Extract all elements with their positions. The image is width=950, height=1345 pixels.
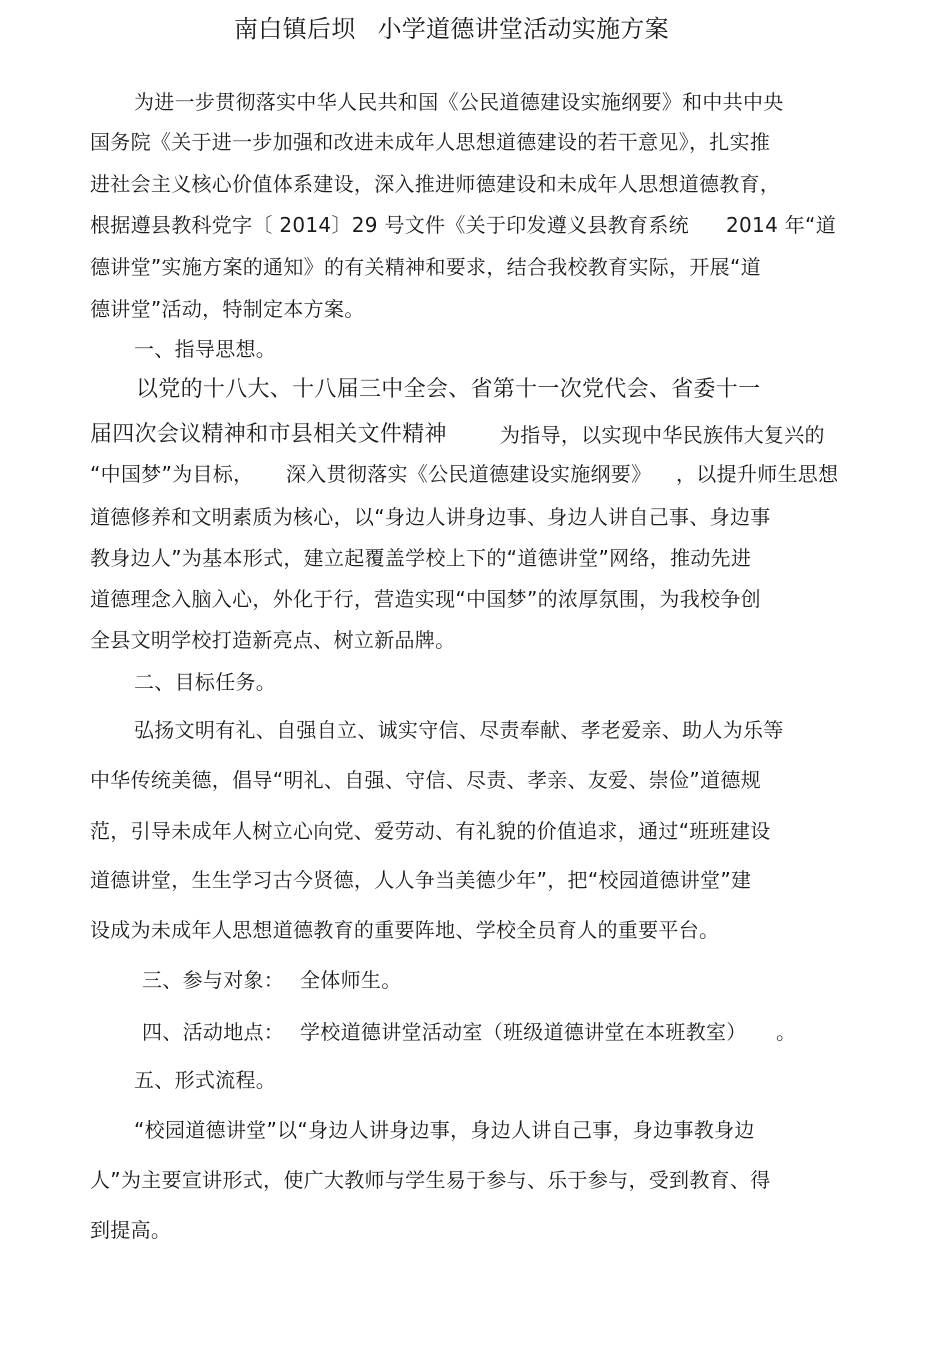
section-1-line-segment: “中国梦”为目标， [90,462,254,486]
section-1-line: 以党的十八大、十八届三中全会、省第十一次党代会、省委十一 [136,377,761,402]
section-1-line [90,461,839,487]
section-3-line [142,967,402,993]
intro-line-segment: 2014 年“道 [726,213,837,237]
section-1-line-segment: 深入贯彻落实《公民道德建设实施纲要》 [286,462,652,486]
section-2-line: 弘扬文明有礼、自强自立、诚实守信、尽责奉献、孝老爱亲、助人为乐等 [134,718,784,742]
section-1-line [90,421,825,449]
title-part-2: 小学道德讲堂活动实施方案 [377,15,670,43]
section-5-line: “校园道德讲堂”以“身边人讲身边事，身边人讲自己事，身边事教身边 [134,1118,755,1142]
section-1-line: 全县文明学校打造新亮点、树立新品牌。 [90,628,456,652]
section-4-line [142,1019,797,1045]
section-heading: 一、指导思想。 [134,337,277,361]
section-heading: 五、形式流程。 [134,1068,277,1092]
section-2-line: 范，引导未成年人树立心向党、爱劳动、有礼貌的价值追求，通过“班班建设 [90,819,771,843]
section-1-line-segment: ，以提升师生思想 [676,462,839,486]
section-1-line: 道德修养和文明素质为核心，以“身边人讲身边事、身边人讲自己事、身边事 [90,505,771,529]
section-2-line: 道德讲堂，生生学习古今贤德，人人争当美德少年”，把“校园道德讲堂”建 [90,868,752,892]
section-value: 学校道德讲堂活动室（班级道德讲堂在本班教室） [300,1020,747,1044]
section-label: 三、参与对象： [142,968,285,992]
intro-line: 德讲堂”活动，特制定本方案。 [90,297,365,321]
section-2-line: 设成为未成年人思想道德教育的重要阵地、学校全员育人的重要平台。 [90,918,720,942]
section-value-end: 。 [776,1020,797,1044]
intro-line: 德讲堂”实施方案的通知》的有关精神和要求，结合我校教育实际，开展“道 [90,255,761,279]
section-1-line: 道德理念入脑入心，外化于行，营造实现“中国梦”的浓厚氛围，为我校争创 [90,587,761,611]
document-title [234,14,669,44]
section-heading: 二、目标任务。 [134,670,277,694]
intro-line-segment: 根据遵县教科党字〔 2014〕29 号文件《关于印发遵义县教育系统 [90,213,689,237]
title-part-1: 南白镇后坝 [234,15,356,43]
section-1-line-segment: 为指导，以实现中华民族伟大复兴的 [500,423,825,447]
section-1-line: 教身边人”为基本形式，建立起覆盖学校上下的“道德讲堂”网络，推动先进 [90,546,752,570]
intro-line: 进社会主义核心价值体系建设，深入推进师德建设和未成年人思想道德教育， [90,172,781,196]
section-1-line-segment: 届四次会议精神和市县相关文件精神 [90,422,447,447]
section-5-line: 到提高。 [90,1218,172,1242]
intro-line [90,212,837,238]
intro-line: 国务院《关于进一步加强和改进未成年人思想道德建设的若干意见》，扎实推 [90,130,771,154]
section-5-line: 人”为主要宣讲形式，使广大教师与学生易于参与、乐于参与，受到教育、得 [90,1168,771,1192]
intro-line: 为进一步贯彻落实中华人民共和国《公民道德建设实施纲要》和中共中央 [134,90,784,114]
section-label: 四、活动地点： [142,1020,285,1044]
section-value: 全体师生。 [300,968,402,992]
section-2-line: 中华传统美德，倡导“明礼、自强、守信、尽责、孝亲、友爱、崇俭”道德规 [90,768,761,792]
